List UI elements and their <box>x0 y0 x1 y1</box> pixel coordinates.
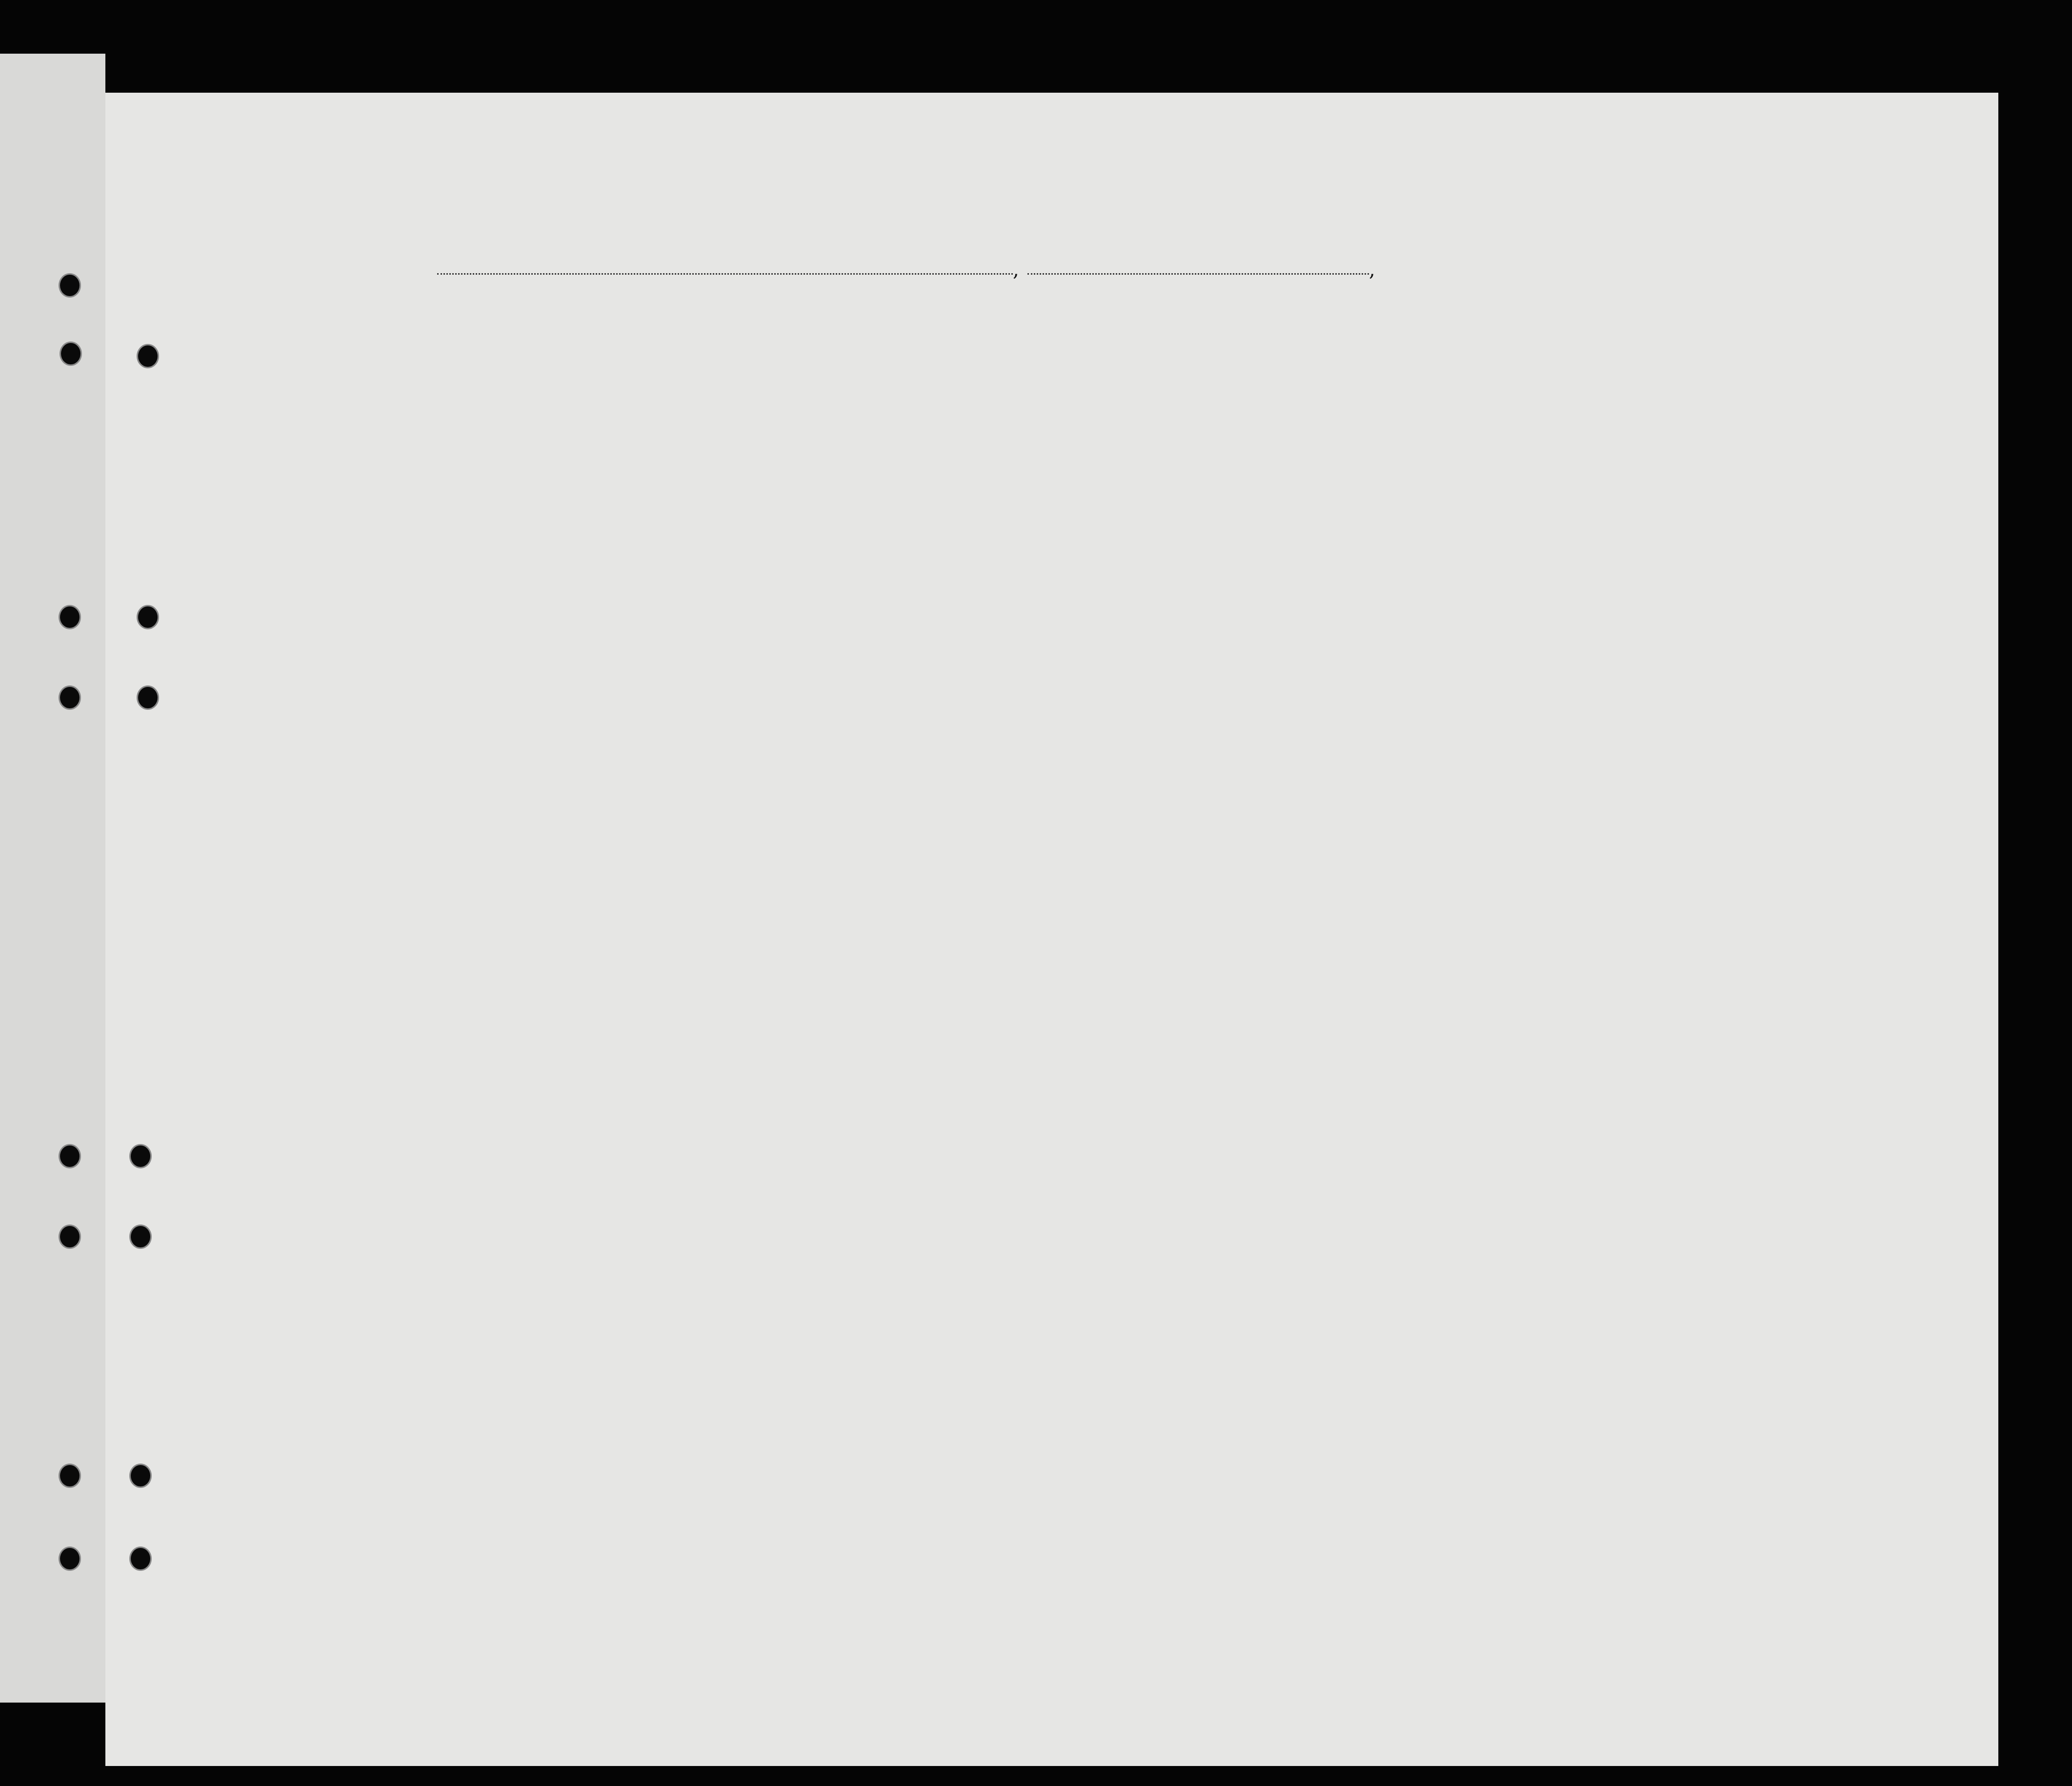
punch-hole <box>137 605 159 629</box>
punch-hole <box>59 685 81 710</box>
punch-hole <box>59 273 81 298</box>
punch-hole <box>129 1144 152 1168</box>
punch-hole <box>129 1546 152 1571</box>
punch-hole <box>137 344 159 368</box>
left-margin-strip <box>0 54 105 1703</box>
punch-hole <box>137 685 159 710</box>
punch-hole <box>59 1144 81 1168</box>
punch-hole <box>60 341 82 366</box>
date-comma: , <box>1013 259 1019 281</box>
punch-hole <box>59 1464 81 1488</box>
year-comma: , <box>1369 259 1375 281</box>
table-grid <box>105 93 1998 1766</box>
punch-hole <box>59 1224 81 1249</box>
manifest-sheet <box>105 93 1998 1766</box>
punch-hole <box>129 1464 152 1488</box>
punch-hole <box>59 605 81 629</box>
punch-hole <box>59 1546 81 1571</box>
punch-hole <box>129 1224 152 1249</box>
